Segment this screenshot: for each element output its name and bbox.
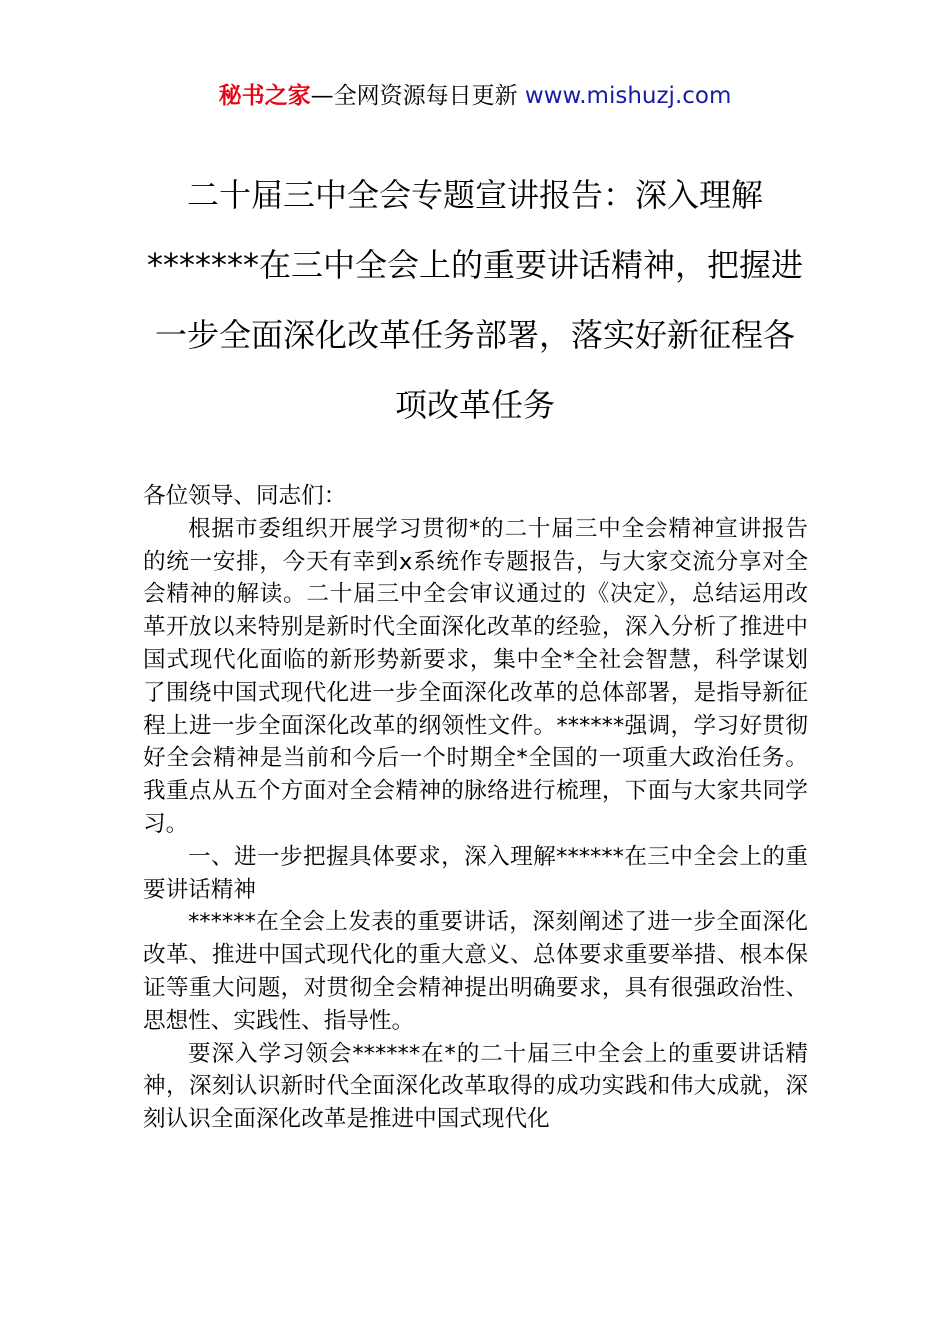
site-url-link[interactable]: www.mishuzj.com [524,83,732,109]
body-paragraph: 要深入学习领会******在*的二十届三中全会上的重要讲话精神，深刻认识新时代全面深化改革取得的成功实践和伟大成就，深刻认识全面深化改革是推进中国式现代化 [143,1040,808,1133]
salutation: 各位领导、同志们： [143,483,347,509]
section-heading: 一、进一步把握具体要求，深入理解******在三中全会上的重要讲话精神 [143,843,808,903]
document-body [143,480,808,1136]
site-brand: 秘书之家 [218,83,311,109]
site-header [0,80,950,112]
site-tagline: —全网资源每日更新 [310,83,525,109]
body-paragraph: ******在全会上发表的重要讲话，深刻阐述了进一步全面深化改革、推进中国式现代化的重大意义、总体要求重要举措、根本保证等重大问题，对贯彻全会精神提出明确要求，具有很强政治性、思想性、实践性、指导性。 [143,909,808,1034]
document-title: 二十届三中全会专题宣讲报告：深入理解*******在三中全会上的重要讲话精神，把握进一步全面深化改革任务部署，落实好新征程各项改革任务 [146,176,803,424]
body-paragraph: 根据市委组织开展学习贯彻*的二十届三中全会精神宣讲报告的统一安排，今天有幸到x系统作专题报告，与大家交流分享对全会精神的解读。二十届三中全会审议通过的《决定》，总结运用改革开放以来特别是新时代全面深化改革的经验，深入分析了推进中国式现代化面临的新形势新要求，集中全*全社会智慧，科学谋划了围绕中国式现代化进一步全面深化改革的总体部署，是指导新征程上进一步全面深化改革的纲领性文件。******强调，学习好贯彻好全会精神是当前和今后一个时期全*全国的一项重大政治任务。我重点从五个方面对全会精神的脉络进行梳理，下面与大家共同学习。 [143,515,808,837]
